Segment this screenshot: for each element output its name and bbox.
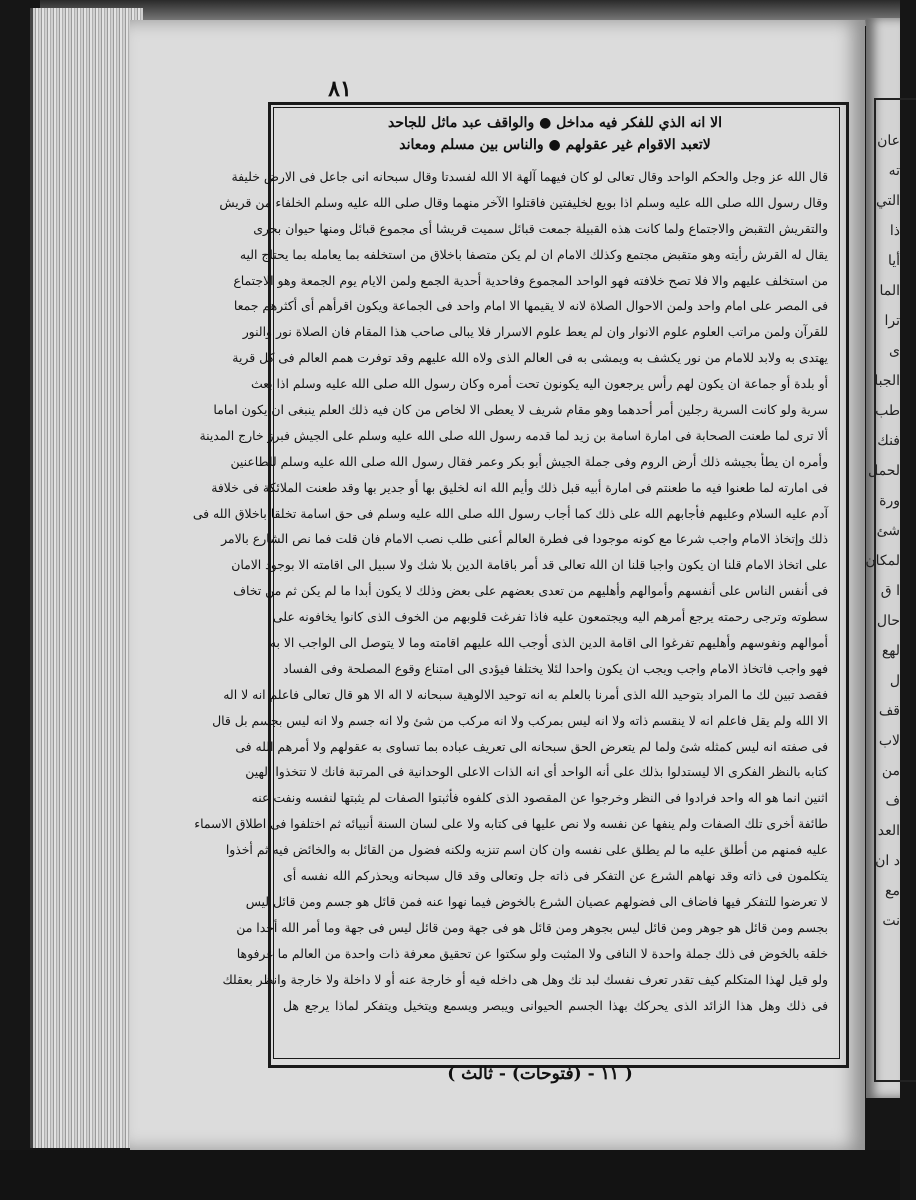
text-line: فى أنفس الناس على أنفسهم وأموالهم وأهليهم من تعدى بعضهم على بعض وذلك لا يكون أبدا ما لم يكن ثم من تخاف	[233, 583, 828, 599]
page-footer-signature: ( ١١ - (فتوحات) - ثالث )	[447, 1064, 633, 1084]
text-line: يقال له القرش رأيته وهو متقبض مجتمع وكذلك الامام ان لم يكن متصفا باخلاق من استخلفه بما يعامله بما يحتاج اليه	[239, 246, 828, 262]
facing-page-fragment: ورة	[879, 493, 900, 509]
background-bottom	[0, 1150, 900, 1200]
poem-verses	[290, 112, 820, 156]
text-line: أموالهم ونفوسهم وأهليهم تفرغوا الى اقامة الدين الذى أوجب الله عليهم اقامته وما لا يتوصل الى الواجب الا به	[269, 635, 828, 651]
verse-line: الا انه الذي للفكر فيه مداخل ● والواقف عبد ماثل للجاحد	[387, 115, 723, 131]
main-text-body	[192, 164, 828, 1018]
text-line: ألا ترى لما طعنت الصحابة فى امارة اسامة بن زيد لما قدمه رسول الله صلى الله عليه وسلم على الجيش فبرز خارج المدينة	[199, 427, 828, 443]
text-line: قال الله عز وجل والحكم الواحد وقال تعالى لو كان فيهما آلهة الا الله لفسدتا وقال سبحانه انى جاعل فى الارض خليفة	[231, 169, 828, 184]
text-line: والتقريش التقبض والاجتماع ولما كانت هذه القبيلة جمعت قبائل سميت قريشا أى مجموع قبائل ومنها حيوان بحرى	[253, 220, 828, 236]
facing-page-fragment: ا ق	[880, 583, 900, 599]
text-line: خلقه بالخوض فى ذلك جملة واحدة لا النافى ولا المثبت ولو سكتوا عن تحقيق معرفة ذات واحدة من العالم ما عرفوها	[236, 945, 828, 961]
facing-page-fragment: من	[881, 763, 900, 779]
text-line: سرية ولو كانت السرية رجلين أمر أحدهما وهو مقام شريف لا يعطى الا لخاص من كان فيه ذلك العلم ينبغى ان يكون اماما	[213, 402, 828, 418]
text-line: فى امارته لما طعنوا فيه ما طعنتم فى امارة أبيه قبل ذلك وأيم الله انه لخليق بها أو جدير بها وقد طعنت الملائكة فى خلافة	[211, 479, 828, 495]
facing-page-fragment: ف	[885, 793, 900, 809]
text-line: وأمره ان يطأ بجيشه ذلك أرض الروم وفى جملة الجيش أبو بكر وعمر فقال رسول الله صلى الله عليه وسلم للطاعنين	[230, 453, 828, 469]
text-line: طائفة أخرى تلك الصفات ولم ينفها عن نفسه ولا نص عليها فى كتابه ولا على لسان السنة أنبيائه ثم اختلفوا فى اطلاق الاسماء	[194, 816, 828, 832]
verse-line: لاتعبد الاقوام غير عقولهم ● والناس بين مسلم ومعاند	[399, 137, 711, 153]
text-line: آدم عليه السلام وعليهم فأجابهم الله على ذلك كما أجاب رسول الله صلى الله عليه وسلم فى حق اسامة تخلقا باخلاق الله فى	[192, 505, 828, 521]
facing-page-fragment: طب	[875, 403, 900, 419]
text-line: كتابه بالنظر الفكرى الا ليستدلوا بذلك على أنه الواحد أى انه الذات الاعلى الوحدانية فى المرتبة فانك لا تتخذوا الهين	[245, 764, 828, 780]
book-page-edges	[30, 8, 143, 1148]
text-line: يتكلمون فى ذاته وقد نهاهم الشرع عن التفكر فى ذاته جل وتعالى وقد قال سبحانه ويحذركم الله نفسه أى	[283, 868, 828, 884]
text-line: بجسم ومن قائل هو جوهر ومن قائل ليس بجوهر ومن قائل هو فى جهة ومن قائل ليس فى جهة وما أمر الله أحدا من	[236, 919, 828, 935]
facing-page	[866, 18, 900, 1098]
facing-page-fragment: العد	[877, 823, 900, 839]
facing-page-fragment: لحمل	[868, 463, 900, 479]
text-line: للقرآن ولمن مراتب العلوم علوم الانوار وان لم يعط علوم الاسرار فلا يبالى صاحب هذا المقام فان الصلاة نور والنور	[242, 324, 828, 340]
text-line: وقال رسول الله صلى الله عليه وسلم اذا بويع لخليفتين فاقتلوا الآخر منهما وقال صلى الله عليه وسلم الخلفاء من قريش	[219, 194, 828, 210]
text-line: اثنين انما هو اله واحد فرادوا فى النظر وخرجوا عن المقصود الذى كلفوه فأثبتوا الصفات لم يثبتها لنفسه ونفت عنه	[251, 790, 828, 806]
text-line: يهتدى به ولابد للامام من نور يكشف به ويمشى به فى العالم الذى ولاه الله عليهم وقد توفرت همم العالم فى كل قرية	[232, 350, 828, 366]
facing-page-fragment: د ان	[875, 853, 900, 869]
facing-page-fragment: ته	[888, 163, 900, 179]
facing-page-text	[865, 128, 900, 938]
facing-page-fragment: مع	[885, 883, 900, 899]
facing-page-fragment: لاب	[878, 733, 900, 749]
facing-page-fragment: الجبا	[874, 373, 900, 389]
facing-page-fragment: ل	[889, 673, 900, 689]
text-line: فى صفته انه ليس كمثله شئ ولما لم يتعرض الحق سبحانه الى تعريف عباده بما تساوى به عقولهم ولا أمرهم الله فى	[235, 738, 828, 754]
text-line: ذلك وإتخاذ الامام واجب شرعا مع كونه موجودا فى فطرة العالم أعنى طلب نصب الامام فان قلت فما نص الشارع بالامر	[221, 531, 828, 547]
text-line: الا الله ولم يقل فاعلم انه لا ينقسم ذاته ولا انه ليس بمركب ولا انه مركب من شئ ولا انه جسم ولا انه ليس بجسم بل قال	[212, 712, 828, 728]
text-line: ولو قيل لهذا المتكلم كيف تقدر تعرف نفسك لبد نك وهل هى داخله فيه أو خارجة عنه أو لا داخلة ولا خارجة وانظر بعقلك	[222, 971, 828, 987]
facing-page-fragment: شئ	[876, 523, 900, 539]
facing-page-fragment: لهع	[881, 643, 900, 659]
facing-page-fragment: حال	[876, 613, 900, 629]
facing-page-fragment: لمكان	[865, 553, 900, 569]
page-number: ٨١	[328, 76, 352, 102]
text-line: سطوته وترجى رحمته يرجع أمرهم اليه ويجتمعون عليه فاذا تفرغت قلوبهم من الخوف الذى كانوا يخافونه على	[272, 609, 828, 625]
facing-page-fragment: ذا	[889, 223, 900, 239]
facing-page-fragment: عان	[877, 133, 900, 149]
facing-page-fragment: نت	[882, 913, 900, 929]
text-line: لا تعرضوا للتفكر فيها فاضاف الى فضولهم عصيان الشرع بالخوض فيما نهوا عنه فمن قائل هو جسم ومن قائل ليس	[245, 893, 828, 909]
facing-page-fragment: أيا	[887, 253, 900, 269]
facing-page-fragment: الما	[879, 283, 900, 299]
text-line: فى المصر على امام واحد ولمن الاحوال الصلاة لانه لا يقيمها الا امام واحد فى الجماعة ويكون اقرأهم أى أكثرهم جمعا	[233, 298, 828, 314]
facing-page-fragment: فنك	[877, 433, 900, 449]
text-line: على اتخاذ الامام قلنا ان يكون واجبا قلنا ان الله تعالى قد أمر باقامة الدين بلا شك ولا سبيل الى اقامته الا بوجود الامان	[231, 557, 828, 573]
text-line: فقصد تبين لك ما المراد بتوحيد الله الذى أمرنا بالعلم به انه توحيد الالوهية سبحانه لا اله الا هو قال تعالى فاعلم انه لا اله	[223, 686, 828, 702]
text-line: عليه فمنهم من أطلق عليه ما لم يطلق على نفسه وان كان اسم تنزيه ولكنه فضول من القائل به والخائض فيه ثم أخذوا	[225, 842, 828, 858]
facing-page-fragment: قف	[878, 703, 900, 719]
text-line: فهو واجب فاتخاذ الامام واجب ويجب ان يكون واحدا لئلا يختلفا فيؤدى الى امتناع وقوع المصلحة وفى الفساد	[283, 660, 828, 676]
facing-page-fragment: التي	[875, 193, 900, 209]
facing-page-fragment: ترا	[884, 313, 900, 329]
text-line: من استخلف عليهم والا فلا تصح خلافته فهو الواحد المجموع وفاحدية أحدية الجمع ولمن الايام يوم الجمعة وهو الاجتماع	[233, 272, 828, 288]
facing-page-fragment: ى	[889, 343, 900, 359]
text-line: فى ذلك وهل هذا الزائد الذى يحركك بهذا الجسم الحيوانى ويبصر ويسمع ويتخيل ويتفكر لماذا يرجع هل	[283, 997, 828, 1013]
text-line: أو بلدة أو جماعة ان يكون لهم رأس يرجعون اليه يكونون تحت أمره وكان رسول الله صلى الله عليه وسلم اذا بعث	[250, 376, 828, 392]
